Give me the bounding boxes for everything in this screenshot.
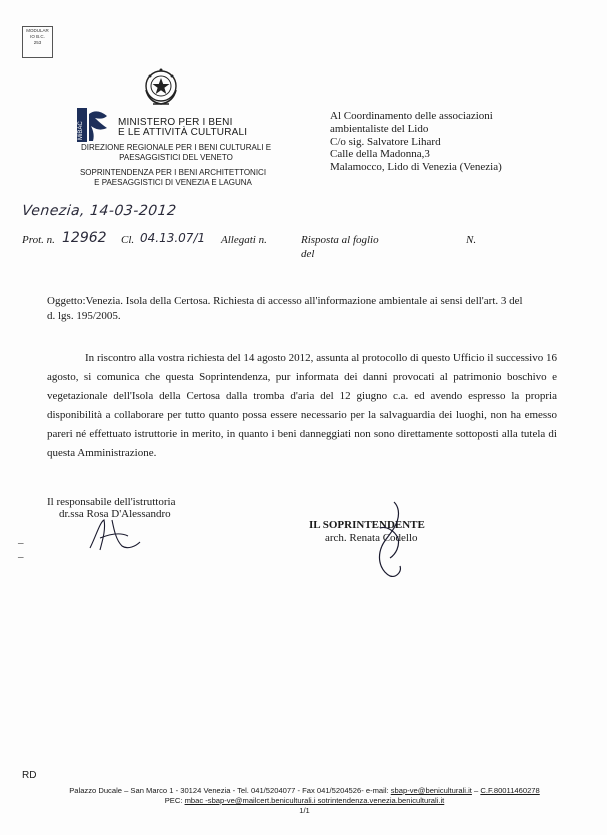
cl-label: Cl. xyxy=(121,234,135,246)
superintendency-line: SOPRINTENDENZA PER I BENI ARCHITETTONICI xyxy=(79,168,267,177)
subject-line: Oggetto:Venezia. Isola della Certosa. Richiesta di accesso all'informazione ambientale ai sensi dell'art. 3 del xyxy=(47,295,523,307)
mibac-logo-icon xyxy=(77,108,111,142)
risposta-label: Risposta al foglio xyxy=(301,234,379,246)
ministry-line: E LE ATTIVITÀ CULTURALI xyxy=(118,127,248,138)
directorate-line: PAESAGGISTICI DEL VENETO xyxy=(119,153,233,162)
address-line: C/o sig. Salvatore Lihard xyxy=(330,135,441,148)
ministry-line: MINISTERO PER I BENI xyxy=(118,117,233,128)
regional-directorate xyxy=(66,143,286,163)
pec-label: PEC: xyxy=(164,796,185,805)
logo-text: MiBAC xyxy=(78,121,84,140)
footer-email-link[interactable]: sbap-ve@beniculturali.it xyxy=(390,786,472,795)
address-line: Al Coordinamento delle associazioni xyxy=(330,110,493,122)
subject xyxy=(47,294,557,323)
address-line: ambientaliste del Lido xyxy=(330,122,429,135)
page-number: 1/1 xyxy=(299,806,310,815)
stamp-line: IO B.C. xyxy=(30,34,45,39)
address-line: Malamocco, Lido di Venezia (Venezia) xyxy=(330,161,502,174)
footer-text: Palazzo Ducale – San Marco 1 - 30124 Venezia - Tel. 041/5204077 - Fax 041/5204526- e-mail: xyxy=(69,786,391,795)
letter-body: In riscontro alla vostra richiesta del 14 agosto 2012, assunta al protocollo di questo Ufficio il successivo 16 agosto, si comunica che questa Soprintendenza, pur informata dei danni provocati al patrimonio boschivo e vegetazionale dell'Isola della Certosa dalla tromba d'aria del 12 giugno c.a. ed avendo espresso la propria disponibilità a collaborare per tutto quanto possa essere necessario per la salvaguardia dei luoghi, non ha emesso pareri né effettuato istruttorie in merito, in quanto i beni danneggiati non sono direttamente sottoposti alla tutela di questa Amministrazione. xyxy=(47,352,557,459)
responsible-name: dr.ssa Rosa D'Alessandro xyxy=(59,508,171,520)
superintendency-name xyxy=(53,168,293,188)
margin-mark: – xyxy=(18,551,24,563)
footer-sep: – xyxy=(471,786,481,795)
margin-mark: – xyxy=(18,537,24,549)
footer-site-link[interactable]: sotrintendenza.venezia.beniculturali.it xyxy=(315,796,445,805)
cl-value: 04.13.07/1 xyxy=(140,231,206,245)
handwritten-date: Venezia, 14-03-2012 xyxy=(21,203,178,219)
ministry-name xyxy=(118,118,247,138)
directorate-line: DIREZIONE REGIONALE PER I BENI CULTURALI E xyxy=(80,143,272,152)
italian-emblem-icon xyxy=(141,66,181,108)
superintendency-line: E PAESAGGISTICI DI VENEZIA E LAGUNA xyxy=(94,178,252,187)
recipient-address xyxy=(330,110,502,174)
superintendent-title: IL SOPRINTENDENTE xyxy=(309,519,425,531)
footer-address xyxy=(22,786,587,795)
footer-pec xyxy=(22,796,587,805)
del-label: del xyxy=(301,248,315,260)
prot-number: 12962 xyxy=(62,230,107,246)
allegati-label: Allegati n. xyxy=(221,234,267,246)
stamp-line: 253 xyxy=(33,40,42,45)
stamp-line: MODULAR xyxy=(26,28,49,33)
responsible-title: Il responsabile dell'istruttoria xyxy=(47,496,176,508)
superintendent-signature xyxy=(360,498,416,580)
footer-tax-code: C.F.80011460278 xyxy=(480,786,540,795)
address-line: Calle della Madonna,3 xyxy=(330,148,430,161)
footer-pec-link[interactable]: mbac -sbap-ve@mailcert.beniculturali.i xyxy=(184,796,316,805)
superintendent-name: arch. Renata Codello xyxy=(325,532,418,544)
n-label: N. xyxy=(466,234,477,246)
archive-stamp xyxy=(22,26,53,58)
responsible-signature xyxy=(82,516,144,552)
initials: RD xyxy=(22,770,37,781)
subject-line: d. lgs. 195/2005. xyxy=(47,309,121,322)
prot-label: Prot. n. xyxy=(22,234,55,246)
